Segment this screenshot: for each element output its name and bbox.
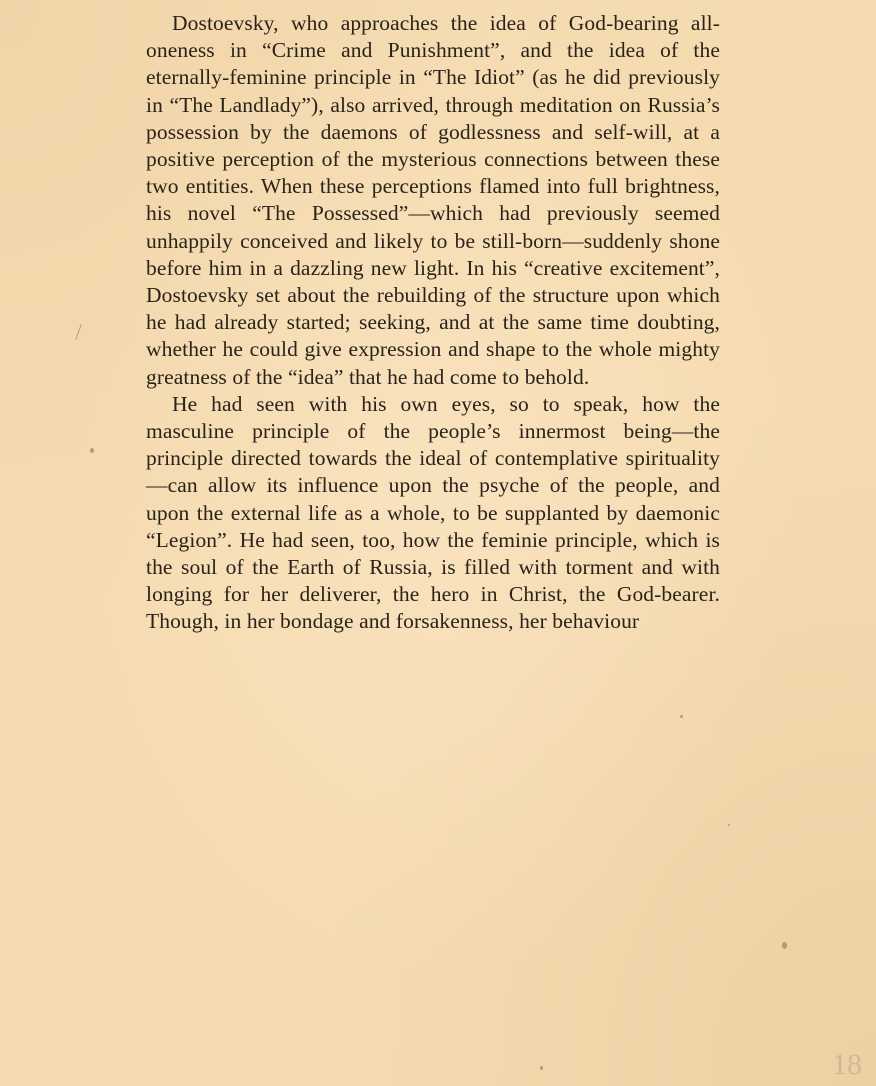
paper-speck bbox=[728, 824, 730, 826]
paragraph-2: He had seen with his own eyes, so to speak, how the masculine principle of the people’s innermost being—the principle directed towards the ideal of contemplative spirituality—can allow its influence upon the psyche of the people, and upon the external life as a whole, to be supplanted by daemonic “Legion”. He had seen, too, how the feminie principle, which is the soul of the Earth of Russia, is filled with torment and with longing for her deliverer, the hero in Christ, the God-bearer. Though, in her bondage and forsakenness, her behaviour bbox=[146, 391, 720, 634]
paper-speck bbox=[680, 715, 683, 718]
body-text bbox=[146, 10, 720, 636]
paper-speck bbox=[782, 942, 787, 949]
paragraph-1: Dostoevsky, who approaches the idea of God-bearing all-oneness in “Crime and Punishment”, and the idea of the eternally-feminine principle in “The Idiot” (as he did previously in “The Landlady”), also arrived, through meditation on Russia’s possession by the daemons of godlessness and self-will, at a positive perception of the mysterious connections between these two entities. When these perceptions flamed into full brightness, his novel “The Possessed”—which had previously seemed unhappily conceived and likely to be still-born—suddenly shone before him in a dazzling new light. In his “creative excitement”, Dostoevsky set about the rebuilding of the structure upon which he had already started; seeking, and at the same time doubting, whether he could give expression and shape to the whole mighty greatness of the “idea” that he had come to behold. bbox=[146, 11, 720, 389]
paper-speck bbox=[540, 1066, 543, 1070]
paper-speck bbox=[90, 448, 94, 453]
margin-pencil-mark bbox=[75, 324, 81, 339]
page-number: 18 bbox=[832, 1048, 862, 1081]
